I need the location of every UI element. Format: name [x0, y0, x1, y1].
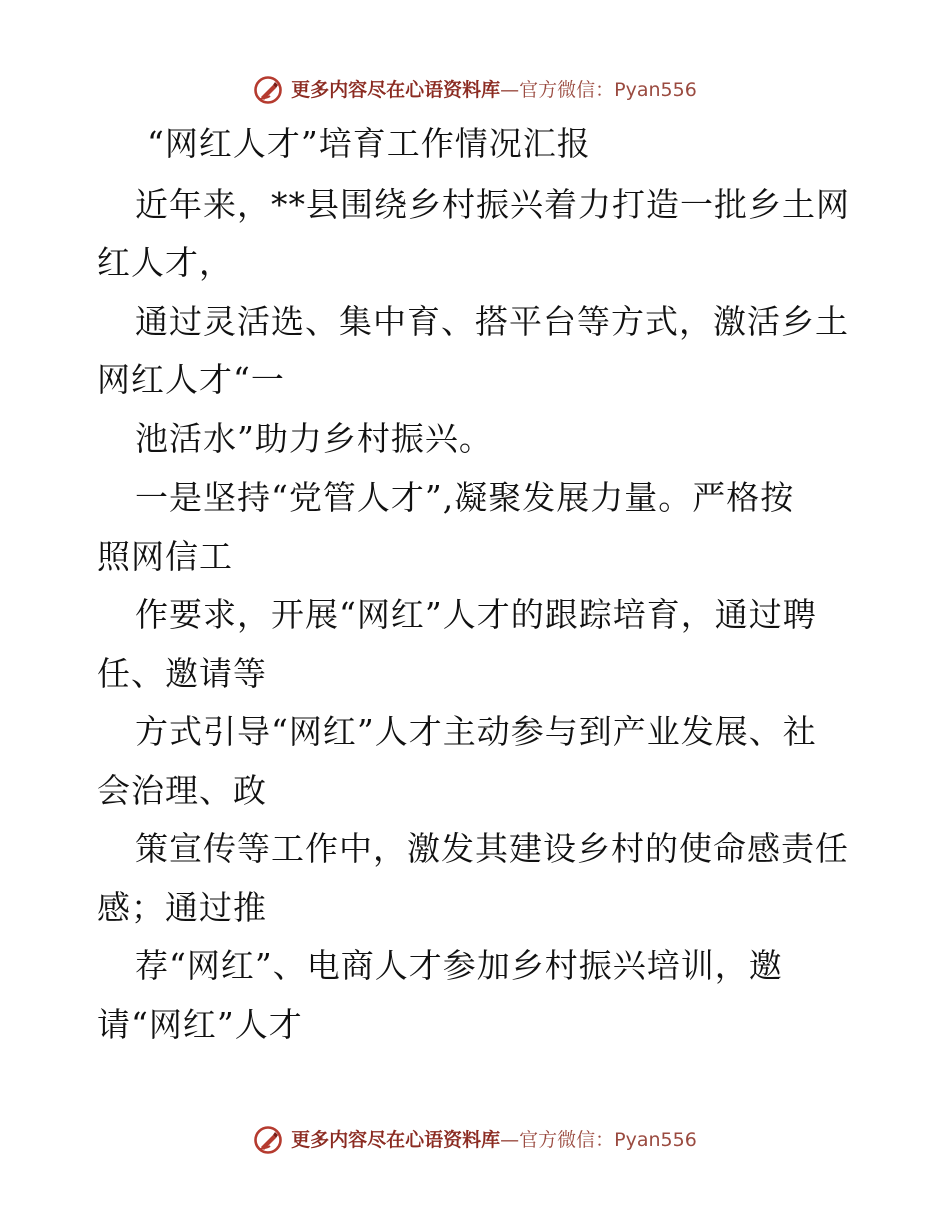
- paragraph-line: 红人才，: [97, 243, 233, 282]
- paragraph-line: 近年来，**县围绕乡村振兴着力打造一批乡土网: [135, 185, 850, 224]
- red-pen-logo-icon: [253, 75, 283, 105]
- watermark-brand-text: 更多内容尽在心语资料库: [291, 1128, 501, 1151]
- watermark-suffix-text: —官方微信：Pyan556: [500, 1128, 697, 1151]
- document-title: “网红人才”培育工作情况汇报: [147, 124, 591, 163]
- paragraph-line: 照网信工: [97, 537, 233, 576]
- paragraph-line: 作要求，开展“网红”人才的跟踪培育，通过聘: [135, 595, 817, 634]
- paragraph-line: 任、邀请等: [97, 654, 267, 693]
- red-pen-logo-icon: [253, 1125, 283, 1155]
- paragraph-line: 会治理、政: [97, 771, 267, 810]
- paragraph-line: 荐“网红”、电商人才参加乡村振兴培训，邀: [135, 946, 783, 985]
- paragraph-line: 一是坚持“党管人才”,凝聚发展力量。严格按: [135, 478, 795, 517]
- paragraph-line: 通过灵活选、集中育、搭平台等方式，激活乡土: [135, 302, 849, 341]
- paragraph-line: 策宣传等工作中，激发其建设乡村的使命感责任: [135, 829, 849, 868]
- watermark-brand-text: 更多内容尽在心语资料库: [291, 78, 501, 101]
- paragraph-line: 请“网红”人才: [97, 1005, 303, 1044]
- watermark-suffix-text: —官方微信：Pyan556: [500, 78, 697, 101]
- top-watermark: [0, 72, 950, 108]
- paragraph-line: 方式引导“网红”人才主动参与到产业发展、社: [135, 712, 817, 751]
- bottom-watermark: [0, 1122, 950, 1158]
- paragraph-line: 网红人才“一: [97, 360, 285, 399]
- paragraph-line: 感；通过推: [97, 888, 267, 927]
- paragraph-line: 池活水”助力乡村振兴。: [135, 419, 493, 458]
